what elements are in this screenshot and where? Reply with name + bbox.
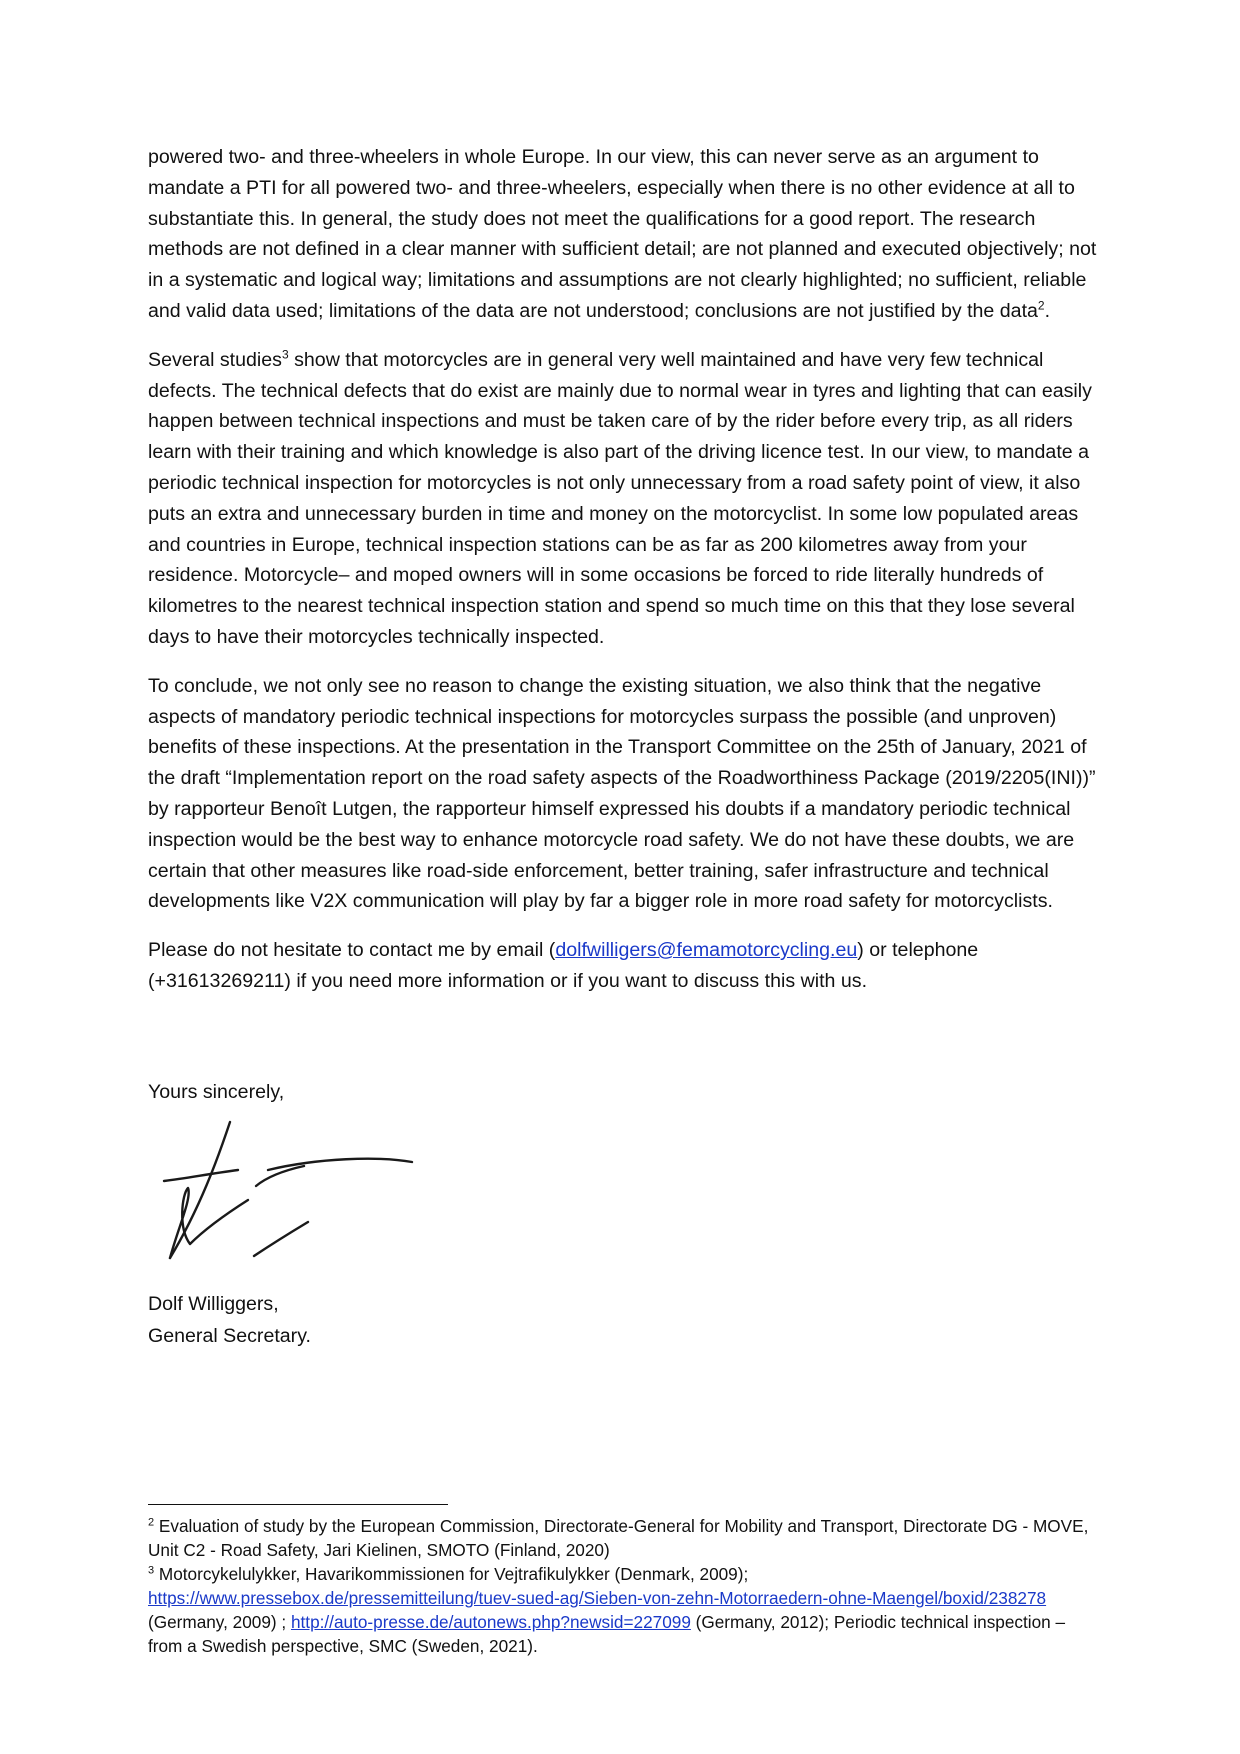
auto-presse-link[interactable]: http://auto-presse.de/autonews.php?newsid=227099	[290, 1612, 691, 1632]
footnote-text: (Germany, 2009) ;	[148, 1612, 291, 1632]
footnote-2	[148, 1514, 1098, 1562]
paragraph-pti-study	[148, 142, 1098, 327]
email-link[interactable]: dolfwilligers@femamotorcycling.eu	[555, 939, 858, 962]
footnote-number: 2	[148, 1516, 155, 1529]
signature-image	[148, 1118, 428, 1268]
signatory-block	[148, 1288, 1098, 1352]
paragraph-text: Please do not hesitate to contact me by email (	[148, 939, 556, 962]
footnotes	[148, 1514, 1098, 1658]
letter-body	[148, 142, 1098, 1352]
footnote-number: 3	[148, 1564, 155, 1577]
paragraph-several-studies	[148, 345, 1098, 653]
paragraph-text: powered two- and three-wheelers in whole Europe. In our view, this can never serve as an argument to mandate a PTI for all powered two- and three-wheelers, especially when there is no other evidence at all to substantiate this. In general, the study does not meet the qualifications for a good report. The research methods are not defined in a clear manner with sufficient detail; are not planned and executed objectively; not in a systematic and logical way; limitations and assumptions are not clearly highlighted; no sufficient, reliable and valid data used; limitations of the data are not understood; conclusions are not justified by the data	[148, 146, 1097, 322]
footnote-text: (Germany, 2012); Periodic technical inspection – from a Swedish perspective, SMC (Sweden, 2021).	[148, 1612, 1066, 1656]
paragraph-text: ) or telephone (+31613269211) if you need more information or if you want to discuss this with us.	[148, 939, 979, 992]
paragraph-conclusion: To conclude, we not only see no reason to change the existing situation, we also think that the negative aspects of mandatory periodic technical inspections for motorcycles surpass the possible (and unproven) benefits of these inspections. At the presentation in the Transport Committee on the 25th of January, 2021 of the draft “Implementation report on the road safety aspects of the Roadworthiness Package (2019/2205(INI))” by rapporteur Benoît Lutgen, the rapporteur himself expressed his doubts if a mandatory periodic technical inspection would be the best way to enhance motorcycle road safety. We do not have these doubts, we are certain that other measures like road-side enforcement, better training, safer infrastructure and technical developments like V2X communication will play by far a bigger role in more road safety for motorcyclists.	[148, 674, 1096, 913]
closing-salutation: Yours sincerely,	[148, 1080, 285, 1103]
paragraph-text: .	[1044, 299, 1051, 322]
footnote-ref-2[interactable]: 2	[1037, 298, 1045, 313]
paragraph-text: Several studies	[148, 348, 282, 371]
footnote-text: Motorcykelulykker, Havarikommissionen for Vejtrafikulykker (Denmark, 2009);	[154, 1564, 749, 1584]
footnote-separator	[148, 1504, 448, 1505]
paragraph-contact	[148, 935, 1098, 997]
footnote-ref-3[interactable]: 3	[281, 347, 289, 362]
footnote-text: Evaluation of study by the European Commission, Directorate-General for Mobility and Transport, Directorate DG - MOVE, Unit C2 - Road Safety, Jari Kielinen, SMOTO (Finland, 2020)	[148, 1516, 1089, 1560]
signatory-name: Dolf Williggers,	[148, 1292, 279, 1315]
pressebox-link[interactable]: https://www.pressebox.de/pressemitteilung/tuev-sued-ag/Sieben-von-zehn-Motorraedern-ohne-Maengel/boxid/238278	[148, 1588, 1047, 1608]
footnote-3	[148, 1562, 1098, 1658]
paragraph-text: show that motorcycles are in general very well maintained and have very few technical defects. The technical defects that do exist are mainly due to normal wear in tyres and lighting that can easily happen between technical inspections and must be taken care of by the rider before every trip, as all riders learn with their training and which knowledge is also part of the driving licence test. In our view, to mandate a periodic technical inspection for motorcycles is not only unnecessary from a road safety point of view, it also puts an extra and unnecessary burden in time and money on the motorcyclist. In some low populated areas and countries in Europe, technical inspection stations can be as far as 200 kilometres away from your residence. Motorcycle– and moped owners will in some occasions be forced to ride literally hundreds of kilometres to the nearest technical inspection station and spend so much time on this that they lose several days to have their motorcycles technically inspected.	[148, 348, 1092, 648]
signatory-title: General Secretary.	[148, 1324, 311, 1347]
